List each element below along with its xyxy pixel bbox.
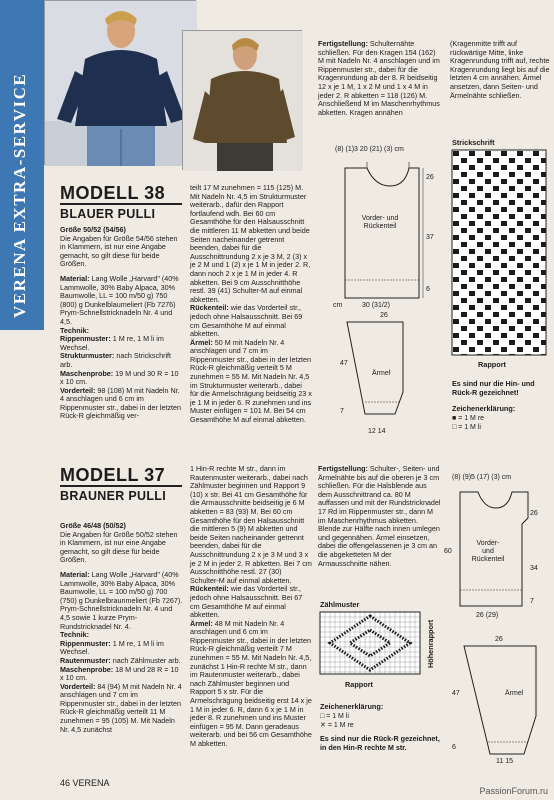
model38-aermel: 50 M mit Nadeln Nr. 4 anschlagen und 7 cm im Rippenmuster str., dabei in der letzten Rück-R gleichmäßig verteilt 5 M zunehmen = 55 M. Mit Nadeln Nr. 4,5 im Strukturmuster weiterarb., dabei für die Armelschrägung beidseitig 23 x je 1 M in jeder 6. R zunehmen und ins Muster einfügen = 101 M. Bei 54 cm Gesamthöhe M auf einmal abketten. xyxy=(190,337,312,425)
model37-vorder: 84 (94) M mit Nadeln Nr. 4 anschlagen und 7 cm im Rippenmuster str., dabei in der letzten Rück-R gleichmäßig verteilt 11 M zunehmen = 95 (105) M. Mit Nadeln Nr. 4,5 zunächst xyxy=(60,681,182,734)
model37-subtitle: BRAUNER PULLI xyxy=(60,489,166,503)
watermark: PassionForum.ru xyxy=(479,786,548,796)
model38-col2-text: teilt 17 M zunehmen = 115 (125) M. Mit Nadeln Nr. 4,5 im Strukturmuster weiterarb., dafür den Rapport fortlaufend wdh. Bei 60 cm Gesamthöhe für den Halsausschnitt die mittleren 11 M abketten und beide Seiten nacheinander getrennt beenden, dabei für die Ausschnittrundung 2 x je 3 M, 2 (3) x je 2 M und 1 (2) x je 1 M in jeder 2. R, dann noch 2 x je 1 M in jeder 4. R abketten. Bei 9 cm Ausschnitthöhe restl. 39 (41) Schulter-M auf einmal abketten. xyxy=(190,183,311,304)
model38-strickschrift-grid xyxy=(452,150,546,360)
photo-blue-sweater-image xyxy=(45,1,197,166)
model38-aermel-label: Ärmel: xyxy=(190,337,213,347)
model37-rapport-label: Rapport xyxy=(345,680,373,689)
page-folio: 46 VERENA xyxy=(60,778,110,788)
model37-fertig: Schulter-, Seiten- und Ärmelnähte bis auf die oberen je 3 cm schließen. Für die Halsblende aus dem Ausschnittrand ca. 80 M auffassen und mit der Rundstricknadel 17 Rd im Rippenmuster str., dann M im Maschenrhythmus abketten. Blende zur Hälfte nach innen umlegen und gegennähen. Ärmel einsetzen, dabei die offengelassenen je 3 cm an die abgeketteten M der Armausschnitte nähen. xyxy=(318,464,441,568)
model38-schematic-vorder: Vorder- und Rückenteil xyxy=(361,215,399,230)
model38-hin-note: Es sind nur die Hin- und Rück-R gezeichnet! xyxy=(452,379,535,397)
model37-legend-2: ✕ = 1 M re xyxy=(320,722,354,729)
model37-schematic-7: 7 xyxy=(530,598,534,605)
model37-size: Größe 46/48 (50/52) xyxy=(60,521,126,530)
model38-schematic-cm: cm xyxy=(333,302,343,309)
sidebar-band xyxy=(0,0,44,330)
model37-rippen: 1 M re, 1 M li im Wechsel. xyxy=(60,638,164,657)
model38-vorder-label: Vorderteil: xyxy=(60,385,96,395)
model37-aermel-label: Ärmel: xyxy=(190,618,213,628)
model37-sleeve-top: 26 xyxy=(495,636,503,643)
model37-title: MODELL 37 xyxy=(60,465,166,485)
model38-schematic-26: 26 xyxy=(426,174,434,181)
model37-zeichen-heading: Zeichenerklärung: xyxy=(320,702,384,711)
model37-title-rule xyxy=(60,485,182,487)
model38-sleeve-47: 47 xyxy=(340,360,348,367)
model38-struktur: nach Strickschrift arb. xyxy=(60,351,172,369)
model38-material: Lang Wolle „Harvard" (40% Lammwolle, 30% Baby Alpaca, 30% Baumwolle, LL = 100 m/50 g) 750 (800) g Dunkelblaumeliert (Fb 7276) Prym-Schnellstricknadeln Nr. 4 und 4,5. xyxy=(60,273,179,326)
model38-fertig: Schulternähte schließen. Für den Kragen 154 (162) M mit Nadeln Nr. 4 anschlagen und im Rippenmuster str., dabei für die Kragenrundung ab der 8. R beidseitig 12 x je 1 M, 1 x 2 M und 1 x 4 M in jeder 2. R abketten = 118 (126) M. Anschließend M im Maschenrhythmus abketten. Kragen annähen xyxy=(318,39,440,117)
model38-size: Größe 50/52 (54/56) xyxy=(60,225,126,234)
model37-technik-label: Technik: xyxy=(60,630,90,640)
model38-sleeve-7: 7 xyxy=(340,408,344,415)
model37-material-label: Material: xyxy=(60,569,90,579)
model38-title: MODELL 38 xyxy=(60,183,166,203)
model38-technik-label: Technik: xyxy=(60,325,90,335)
model37-schematic-60: 60 xyxy=(444,548,452,555)
model38-col4 xyxy=(450,40,554,100)
model37-zaehlmuster-heading: Zählmuster xyxy=(320,600,360,609)
model37-material: Lang Wolle „Harvard" (40% Lammwolle, 30% Baby Alpaca, 30% Baumwolle, LL = 100 m/50 g) 700 (750) g Dunkelbraunmeliert (Fb 7267). Prym-Schnellstricknadeln Nr. 4 und 4,5 sowie 1 kurze Prym-Rundstricknadel Nr. 4. xyxy=(60,569,183,631)
model37-schematic-34: 34 xyxy=(530,565,538,572)
model38-fertig-label: Fertigstellung: xyxy=(318,39,368,48)
model38-subtitle: BLAUER PULLI xyxy=(60,207,156,221)
model37-sleeve-47: 47 xyxy=(452,690,460,697)
model37-col1 xyxy=(60,522,184,734)
model38-rapport-label: Rapport xyxy=(478,360,506,369)
model38-material-label: Material: xyxy=(60,273,90,283)
model38-struktur-label: Strukturmuster: xyxy=(60,351,115,361)
model37-hin-note: Es sind nur die Rück-R gezeichnet, in den Hin-R rechte M str. xyxy=(320,734,440,752)
model37-col2-text: 1 Hin-R rechte M str., dann im Rautenmuster weiterarb., dabei nach Zählmuster beginnen und Rapport 9 (10) x str. Bei 41 cm Gesamthöhe für die Armausschnitte beidseitig je 6 M abketten = 83 (93) M. Bei 60 cm Gesamthöhe für den Halsausschnitt die mittleren 5 (9) M abketten und beide Seiten nacheinander getrennt beenden, dabei für die Ausschnittrundung 2 x je 3 M und 3 x je 2 M in jeder 2. R abketten. Bei 7 cm Ausschnitthöhe restl. 27 (30) Schulter-M auf einmal abketten. xyxy=(190,464,312,585)
model38-maschen: 19 M und 30 R = 10 x 10 cm. xyxy=(60,368,179,387)
model37-legend-1-text: = 1 M li xyxy=(326,713,349,720)
model37-fertig-label: Fertigstellung: xyxy=(318,464,368,473)
model37-rauten-label: Rautenmuster: xyxy=(60,655,111,665)
model37-rippen-label: Rippenmuster: xyxy=(60,638,111,648)
model38-zeichen-heading: Zeichenerklärung: xyxy=(452,404,516,413)
model37-schematic-top: (8) (9)5 (17) (3) cm xyxy=(452,474,512,481)
model38-legend-2: □ = 1 M li xyxy=(452,424,481,431)
model38-col1 xyxy=(60,226,184,421)
model38-schematic-top: (8) (1)3 20 (21) (3) cm xyxy=(335,146,404,153)
model37-aermel: 48 M mit Nadeln Nr. 4 anschlagen und 6 cm im Rippenmuster str., dabei in der letzten Rück-R gleichmäßig verteilt 7 M zunehmen = 55 M. Mit Nadeln Nr. 4,5, zunächst 1 Hin-R rechte M str., dann im Rautenmuster weiterarb., dabei nach Zählmuster beginnen und Rapport 5 x str. Für die Armelschrägung beidseitig erst 14 x je 1 M in jeder 6. R, dann 6 x je 1 M in jeder 8. R zunehmen und ins Muster einfügen = 95 M. Dann geradeaus weiterarb. und bei 56 cm Gesamthöhe M abketten. xyxy=(190,618,312,748)
model38-fertig2: (Kragenmitte trifft auf rückwärtige Mitte, linke Kragenrundung trifft auf, rechte Kragenrundung liegt bis auf die letzten 4 cm annähen. Ärmel ansetzen, dann Seiten- und Ärmelnähte schließen. xyxy=(450,39,550,100)
model37-legend-1: □ = 1 M li xyxy=(320,713,349,720)
model38-rippen-label: Rippenmuster: xyxy=(60,334,111,344)
model37-legend-2-text: = 1 M re xyxy=(327,722,354,729)
model37-sleeve-schematic xyxy=(462,646,542,766)
model38-col2 xyxy=(190,184,312,425)
model38-rippen: 1 M re, 1 M li im Wechsel. xyxy=(60,334,164,352)
model38-rueck: wie das Vorderteil str., jedoch ohne Halsausschnitt. Bei 69 cm Gesamthöhe M auf einmal abketten. xyxy=(190,303,303,339)
model37-size-note: Die Angaben für Größe 50/52 stehen in Klammern, ist nur eine Angabe gemacht, so gilt diese für beide Größen. xyxy=(60,529,178,565)
model38-legend-1: ■ = 1 M re xyxy=(452,415,485,422)
model38-schematic-bottom: 30 (31/2) xyxy=(362,302,391,309)
model37-rueck: wie das Vorderteil str., jedoch ohne Halsausschnitt. Bei 67 cm Gesamthöhe M auf einmal abketten. xyxy=(190,584,303,620)
model38-col3 xyxy=(318,40,442,117)
model37-col3 xyxy=(318,465,442,568)
model38-vorder: 98 (108) M mit Nadeln Nr. 4 anschlagen und 6 cm im Rippenmuster str., dabei in der letzten Rück-R gleichmäßig ver- xyxy=(60,385,182,421)
model38-title-rule xyxy=(60,203,182,205)
model37-hoehenrapport: Höhenrapport xyxy=(426,619,435,668)
model37-schematic-bottom: 26 (29) xyxy=(476,612,499,619)
model38-maschen-label: Maschenprobe: xyxy=(60,368,114,378)
model38-sleeve-top: 26 xyxy=(380,312,388,319)
photo-brown-sweater-image xyxy=(183,31,303,171)
model38-strickschrift-heading: Strickschrift xyxy=(452,138,495,147)
model38-legend-2-text: = 1 M li xyxy=(458,424,481,431)
sidebar-band-text: VERENA EXTRA-SERVICE xyxy=(10,72,29,318)
model37-vorder-label: Vorderteil: xyxy=(60,681,96,691)
model37-maschen: 18 M und 28 R = 10 x 10 cm. xyxy=(60,664,179,683)
model37-sleeve-aermel: Ärmel xyxy=(505,690,524,697)
model38-sleeve-aermel: Ärmel xyxy=(372,370,391,377)
model37-sleeve-6: 6 xyxy=(452,744,456,751)
model38-legend-1-text: = 1 M re xyxy=(458,415,485,422)
model37-sleeve-bottom: 11 15 xyxy=(496,758,513,765)
model38-sleeve-bottom: 12 14 xyxy=(368,428,386,435)
model37-maschen-label: Maschenprobe: xyxy=(60,664,114,674)
model38-schematic-37: 37 xyxy=(426,234,434,241)
photo-blue-sweater xyxy=(44,0,196,165)
model37-schematic-26: 26 xyxy=(530,510,538,517)
model38-rueck-label: Rückenteil: xyxy=(190,303,229,313)
model38-size-note: Die Angaben für Größe 54/56 stehen in Klammern, ist nur eine Angabe gemacht, so gilt diese für beide Größen. xyxy=(60,233,178,269)
model37-rauten: nach Zählmuster arb. xyxy=(112,655,181,665)
photo-brown-sweater xyxy=(182,30,302,170)
model37-schematic-vorder: Vorder- und Rückenteil xyxy=(471,540,505,563)
model38-schematic-6: 6 xyxy=(426,286,430,293)
model37-rueck-label: Rückenteil: xyxy=(190,584,229,594)
model37-col2 xyxy=(190,465,312,749)
model37-zaehlmuster-grid xyxy=(320,612,420,674)
